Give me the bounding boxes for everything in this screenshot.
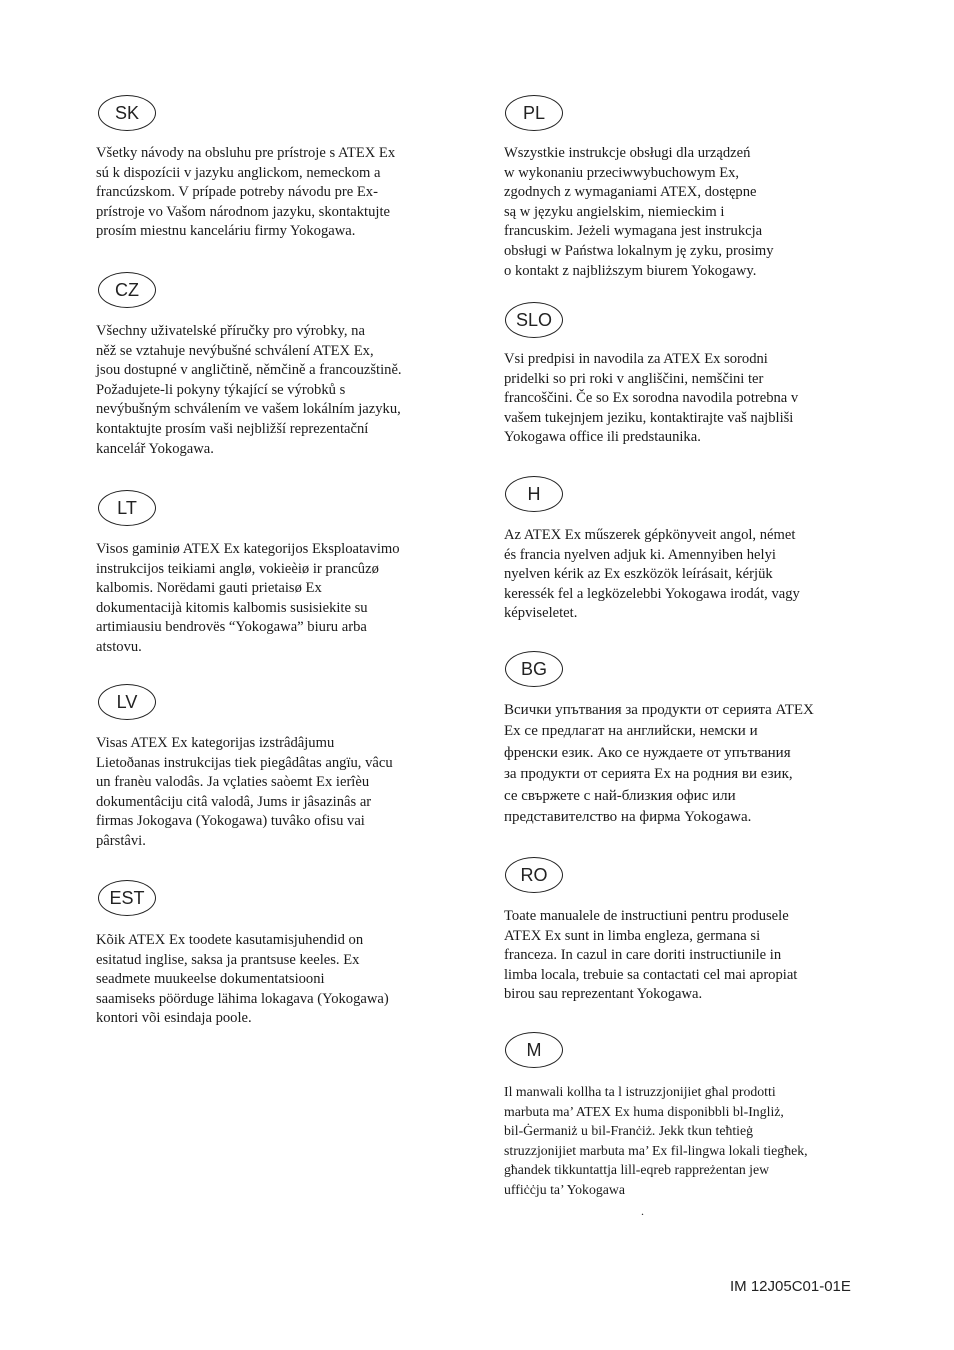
text-line: francúzskom. V prípade potreby návodu pre Ex- (96, 184, 378, 201)
text-line: Yokogawa office ili predstaunika. (504, 429, 701, 446)
text-line: prosím miestnu kanceláriu firmy Yokogawa. (96, 223, 356, 240)
text-line: ATEX Ex sunt in limba engleza, germana si (504, 927, 761, 944)
text-line: francoščini. Če so Ex sorodna navodila potrebna v (504, 390, 799, 407)
text-line: Toate manualele de instructiuni pentru produsele (504, 908, 789, 924)
text-line: Ex се предлагат на английски, немски и (504, 723, 758, 740)
text-line: pârstâvi. (96, 832, 146, 849)
text-line: Visas ATEX Ex kategorijas izstrâdâjumu (96, 735, 335, 751)
text-line: francuskim. Jeżeli wymagana jest instrukcja (504, 223, 763, 240)
text-line: за продукти от серията Ex на родния ви език, (504, 766, 793, 783)
paragraph-bg (504, 700, 814, 828)
paragraph-lv (96, 734, 393, 852)
text-line: kancelář Yokogawa. (96, 440, 214, 457)
language-badge-est: EST (98, 880, 156, 916)
text-line: vašem tukejnjem jeziku, kontaktirajte vaš najbliši (504, 409, 794, 426)
text-line: něž se vztahuje nevýbušné schválení ATEX Ex, (96, 342, 374, 359)
paragraph-ro (504, 907, 797, 1005)
text-line: Visos gaminiø ATEX Ex kategorijos Eksploatavimo (96, 541, 400, 557)
text-line: artimiausiu bendrovës “Yokogawa” biuru arba (96, 619, 367, 636)
language-badge-ro: RO (505, 857, 563, 893)
paragraph-lt (96, 540, 400, 658)
language-badge-bg: BG (505, 651, 563, 687)
paragraph-pl (504, 144, 774, 281)
language-badge-pl: PL (505, 95, 563, 131)
text-line: obsługi w Państwa lokalnym ję zyku, prosimy (504, 242, 774, 259)
text-line: jsou dostupné v angličtině, němčině a francouzštině. (96, 362, 402, 379)
text-line: instrukcijos teikiami anglø, vokieèiø ir prancûzø (96, 560, 379, 577)
text-line: Všetky návody na obsluhu pre prístroje s ATEX Ex (96, 145, 396, 161)
text-line: atstovu. (96, 638, 142, 655)
text-line: prístroje vo Vašom národnom jazyku, skontaktujte (96, 203, 390, 220)
language-badge-lt: LT (98, 490, 156, 526)
text-line: zgodnych z wymaganiami ATEX, dostępne (504, 184, 757, 201)
text-line: pridelki so pri roki v angliščini, nemščini ter (504, 370, 764, 387)
text-line: dokumentâciju citâ valodâ, Jums ir jâsazinâs ar (96, 793, 372, 810)
language-badge-h: H (505, 476, 563, 512)
text-line: firmas Jokogava (Yokogawa) tuvâko ofisu vai (96, 813, 365, 830)
paragraph-est (96, 931, 389, 1029)
text-line: dokumentacijà kitomis kalbomis susisiekite su (96, 599, 368, 616)
text-line: sú k dispozícii v jazyku anglickom, nemeckom a (96, 164, 381, 181)
language-badge-slo: SLO (505, 302, 563, 338)
text-line: се свържете с най-близкия офис или (504, 787, 736, 804)
text-line: Vsi predpisi in navodila za ATEX Ex sorodni (504, 351, 768, 367)
text-line: w wykonaniu przeciwwybuchowym Ex, (504, 164, 740, 181)
text-line: Všechny uživatelské příručky pro výrobky, na (96, 323, 365, 339)
text-line: Kõik ATEX Ex toodete kasutamisjuhendid on (96, 932, 364, 948)
text-line: Wszystkie instrukcje obsługi dla urządzeń (504, 145, 751, 161)
text-line: esitatud inglise, saksa ja prantsuse keeles. Ex (96, 951, 360, 968)
text-line: seadmete muukeelse dokumentatsiooni (96, 971, 325, 988)
text-line: birou sau reprezentant Yokogawa. (504, 986, 703, 1003)
text-line: представителство на фирма Yokogawa. (504, 809, 752, 826)
text-line: marbuta ma’ ATEX Ex huma disponibbli bl-Ingliż, (504, 1103, 784, 1119)
text-line: kontori või esindaja poole. (96, 1010, 252, 1027)
text-line: saamiseks pöörduge lähima lokagava (Yokogawa) (96, 990, 389, 1007)
text-line: Lietoðanas instrukcijas tiek piegâdâtas angïu, vâcu (96, 754, 393, 771)
paragraph-m (504, 1082, 808, 1200)
text-line: keressék fel a legközelebbi Yokogawa irodát, vagy (504, 585, 800, 602)
text-line: bil-Ġermaniż u bil-Franċiż. Jekk tkun teħtieġ (504, 1123, 754, 1139)
paragraph-sk (96, 144, 395, 242)
text-line: Il manwali kollha ta l istruzzjonijiet għal prodotti (504, 1084, 776, 1099)
text-line: un franèu valodâs. Ja vçlaties saòemt Ex ierîèu (96, 774, 370, 791)
paragraph-slo (504, 350, 798, 448)
text-line: френски език. Ако се нуждаете от упътвания (504, 744, 791, 761)
language-badge-sk: SK (98, 95, 156, 131)
paragraph-cz (96, 322, 402, 459)
text-line: uffiċċju ta’ Yokogawa (504, 1181, 625, 1197)
text-line: struzzjonijiet marbuta ma’ Ex fil-lingwa lokali tiegħek, (504, 1142, 808, 1158)
text-line: nyelven kérik az Ex eszközök leírásait, kérjük (504, 566, 773, 583)
text-line: Požadujete-li pokyny týkající se výrobků s (96, 381, 346, 398)
text-line: kontaktujte prosím vaši nejbližší reprezentační (96, 420, 369, 437)
document-number: IM 12J05C01-01E (730, 1278, 851, 1295)
text-line: są w języku angielskim, niemieckim i (504, 203, 725, 220)
language-badge-cz: CZ (98, 272, 156, 308)
text-line: kalbomis. Norëdami gauti prietaisø Ex (96, 580, 322, 597)
text-line: Az ATEX Ex műszerek gépkönyveit angol, német (504, 527, 796, 543)
language-badge-lv: LV (98, 684, 156, 720)
text-line: és francia nyelven adjuk ki. Amennyiben helyi (504, 546, 776, 563)
stray-dot: . (641, 1204, 644, 1218)
text-line: képviseletet. (504, 605, 578, 622)
paragraph-h (504, 526, 800, 624)
text-line: Всички упътвания за продукти от серията ATEX (504, 702, 814, 718)
text-line: franceza. In cazul in care doriti instructiunile in (504, 947, 782, 964)
language-badge-m: M (505, 1032, 563, 1068)
text-line: limba locala, trebuie sa contactati cel mai apropiat (504, 966, 798, 983)
text-line: għandek tikkuntattja lill-eqreb rappreżentan jew (504, 1162, 770, 1178)
text-line: nevýbušným schválením ve vašem lokálním jazyku, (96, 401, 401, 418)
text-line: o kontakt z najbliższym biurem Yokogawy. (504, 262, 757, 279)
